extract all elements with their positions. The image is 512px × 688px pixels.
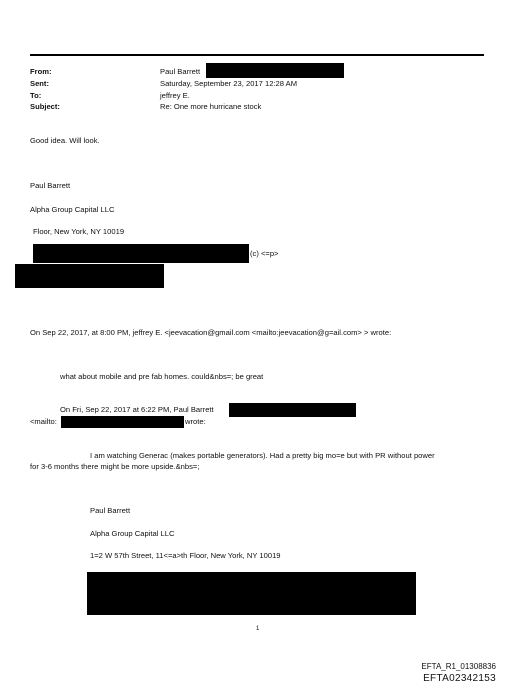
redaction-quoted-email (229, 403, 356, 417)
redaction-mailto (61, 416, 184, 428)
from-value: Paul Barrett (160, 67, 201, 76)
signature-address: Floor, New York, NY 10019 (33, 227, 125, 236)
redaction-from-email (206, 63, 344, 78)
quoted-text-1: what about mobile and pre fab homes. could&nbs=; be great (60, 372, 264, 381)
quoted-text-2-line2: for 3-6 months there might be more upside.&nbs=; (30, 462, 200, 471)
sent-value: Saturday, September 23, 2017 12:28 AM (160, 79, 298, 88)
subject-label: Subject: (30, 102, 60, 111)
quoted-wrote: wrote: (185, 417, 206, 426)
signature-redacted-suffix: (c) <=p> (250, 249, 279, 258)
redaction-quoted-signature (87, 572, 416, 615)
redaction-signature-block (15, 264, 164, 288)
sent-label: Sent: (30, 79, 49, 88)
quoted-header-2: On Fri, Sep 22, 2017 at 6:22 PM, Paul Barrett (60, 405, 214, 414)
to-value: jeffrey E. (160, 91, 190, 100)
quoted-text-2-line1: I am watching Generac (makes portable generators). Had a pretty big mo=e but with PR without power (90, 451, 435, 460)
header-rule (30, 54, 484, 56)
redaction-signature-line (33, 244, 249, 263)
quoted-header-1: On Sep 22, 2017, at 8:00 PM, jeffrey E. <jeevacation@gmail.com <mailto:jeevacation@g=ail.com> > wrote: (30, 328, 392, 337)
footer-id-small: EFTA_R1_01308836 (421, 662, 496, 671)
subject-value: Re: One more hurricane stock (160, 102, 262, 111)
from-label: From: (30, 67, 52, 76)
signature-company: Alpha Group Capital LLC (30, 205, 115, 214)
quoted-signature-address: 1=2 W 57th Street, 11<=a>th Floor, New York, NY 10019 (90, 551, 281, 560)
signature-name: Paul Barrett (30, 181, 71, 190)
footer-id-large: EFTA02342153 (423, 673, 496, 684)
reply-text: Good idea. Will look. (30, 136, 100, 145)
page-number: 1 (256, 626, 260, 632)
quoted-mailto: <mailto: (30, 417, 57, 426)
quoted-signature-name: Paul Barrett (90, 506, 131, 515)
to-label: To: (30, 91, 42, 100)
quoted-signature-company: Alpha Group Capital LLC (90, 529, 175, 538)
